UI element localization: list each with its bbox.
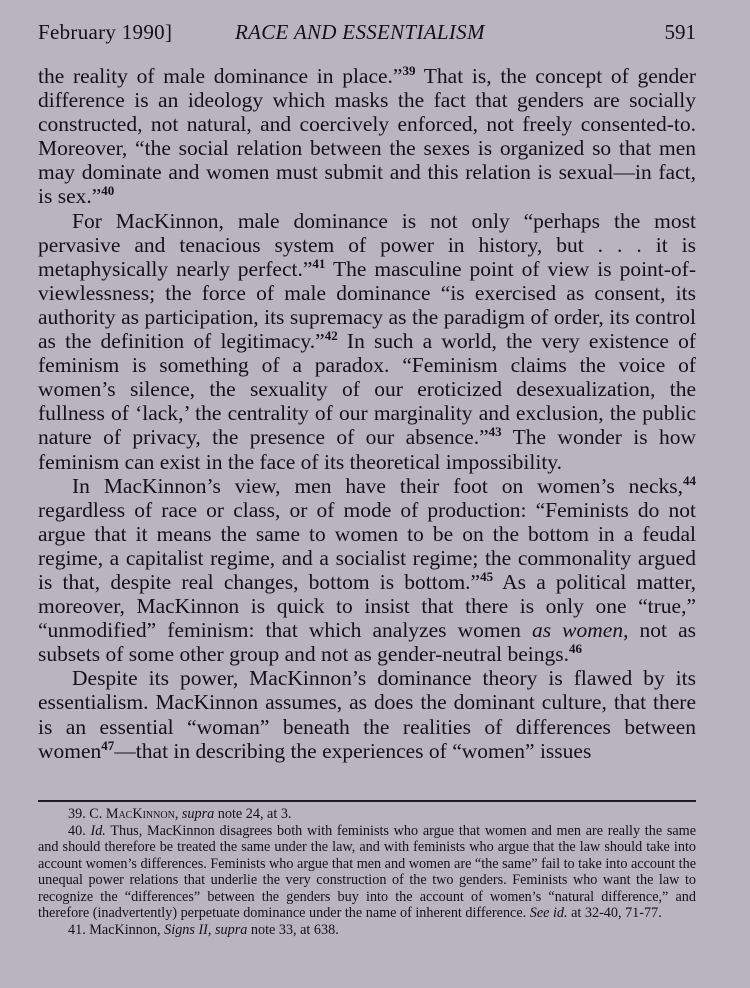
header-title: RACE AND ESSENTIALISM xyxy=(235,20,485,44)
text-run: regardless of race or class, or of mode of production: “Feminists do not argue that it means the same to women to be on the bottom in a feudal regime, a capitalist regime, and a socialist regime; the commonality argued is that, despite real changes, bottom is bottom.” xyxy=(38,497,696,594)
paragraph-4 xyxy=(38,666,696,762)
footnote-number: 41. xyxy=(68,921,90,938)
text-run: , xyxy=(207,921,215,938)
text-run: , xyxy=(174,806,182,822)
body-text xyxy=(38,64,696,763)
footnote-divider xyxy=(38,800,696,802)
text-run: The wonder is how feminism can exist in the face of its theoretical impossibility. xyxy=(38,425,696,474)
emphasis: Signs II xyxy=(164,921,208,938)
emphasis: Id. xyxy=(90,822,106,839)
footnote-41 xyxy=(38,922,696,939)
footnote-number: 40. xyxy=(68,822,91,839)
footnote-ref-45[interactable]: 45 xyxy=(480,568,494,584)
footnotes xyxy=(38,806,696,938)
text-run: That is, the concept of gender difference is an ideology which masks the fact that genders are socially constructed, not natural, and coercively enforced, not freely consented-to. Moreover, “the social relation between the sexes is organized so that men may dominate and women must submit and this relation is sexual—in fact, is sex.” xyxy=(38,64,696,209)
footnote-ref-43[interactable]: 43 xyxy=(488,424,502,440)
running-header xyxy=(38,20,696,50)
text-run: Despite its power, MacKinnon’s dominance theory is flawed by its essentialism. MacKinnon assumes, as does the dominant culture, that there is an essential “woman” beneath the realities of differences between women xyxy=(38,666,696,763)
text-run: —that in describing the experiences of “women” issues xyxy=(114,738,592,763)
text-run: MacKinnon, xyxy=(89,921,165,938)
footnote-40 xyxy=(38,823,696,922)
footnote-author: C. MacKinnon xyxy=(89,806,175,822)
emphasis: as women xyxy=(531,618,624,643)
emphasis: supra xyxy=(215,921,248,938)
footnote-ref-42[interactable]: 42 xyxy=(324,328,338,344)
text-run: note 33, at 638. xyxy=(247,921,339,938)
text-run: In such a world, the very existence of feminism is something of a paradox. “Feminism claims the voice of women’s silence, the sexuality of our eroticized desexualization, the fullness of ‘lack,’ the centrality of our marginality and exclusion, the public nature of privacy, the presence of our absence.” xyxy=(38,329,696,450)
footnote-39 xyxy=(38,806,696,823)
footnote-number: 39. xyxy=(68,806,90,822)
paragraph-2 xyxy=(38,209,696,474)
footnote-ref-41[interactable]: 41 xyxy=(312,255,326,271)
emphasis: supra xyxy=(181,806,215,822)
text-run: the reality of male dominance in place.” xyxy=(38,64,403,88)
text-run: In MacKinnon’s view, men have their foot on women’s necks, xyxy=(72,473,683,498)
text-run: Thus, MacKinnon disagrees both with feminists who argue that women and men are really the same and should therefore be treated the same under the law, and with feminists who argue that the law should take into account women’s differences. Feminists who argue that men and women are “the same” fail to take into account the unequal power relations that underlie the very construction of the two genders. Feminists who want the law to recognize the “differences” between the genders buy into the account of women’s “natural difference,” and therefore (inadvertently) perpetuate dominance under the name of inherent difference. xyxy=(38,822,697,921)
text-run: at 32-40, 71-77. xyxy=(567,905,662,921)
paragraph-3 xyxy=(38,474,696,667)
footnote-ref-47[interactable]: 47 xyxy=(101,737,115,753)
footnote-ref-46[interactable]: 46 xyxy=(568,641,582,657)
text-run: , not as subsets of some other group and not as gender-neutral beings. xyxy=(38,618,696,667)
page-number: 591 xyxy=(664,20,696,44)
text-run: The masculine point of view is point-of-viewlessness; the force of male dominance “is exercised as consent, its authority as participation, its supremacy as the paradigm of order, its control as the definition of legitimacy.” xyxy=(38,256,696,354)
text-run: As a political matter, moreover, MacKinnon is quick to insist that there is only one “true,” “unmodified” feminism: that which analyzes women xyxy=(38,569,696,643)
text-run: note 24, at 3. xyxy=(214,806,292,822)
paragraph-1 xyxy=(38,64,696,209)
header-date: February 1990] xyxy=(38,20,173,44)
footnote-ref-39[interactable]: 39 xyxy=(402,63,416,78)
emphasis: See id. xyxy=(529,905,568,921)
footnote-ref-44[interactable]: 44 xyxy=(683,472,696,488)
text-run: For MacKinnon, male dominance is not only “perhaps the most pervasive and tenacious system of power in history, but . . . it is metaphysically nearly perfect.” xyxy=(38,208,696,281)
footnote-ref-40[interactable]: 40 xyxy=(101,183,115,199)
